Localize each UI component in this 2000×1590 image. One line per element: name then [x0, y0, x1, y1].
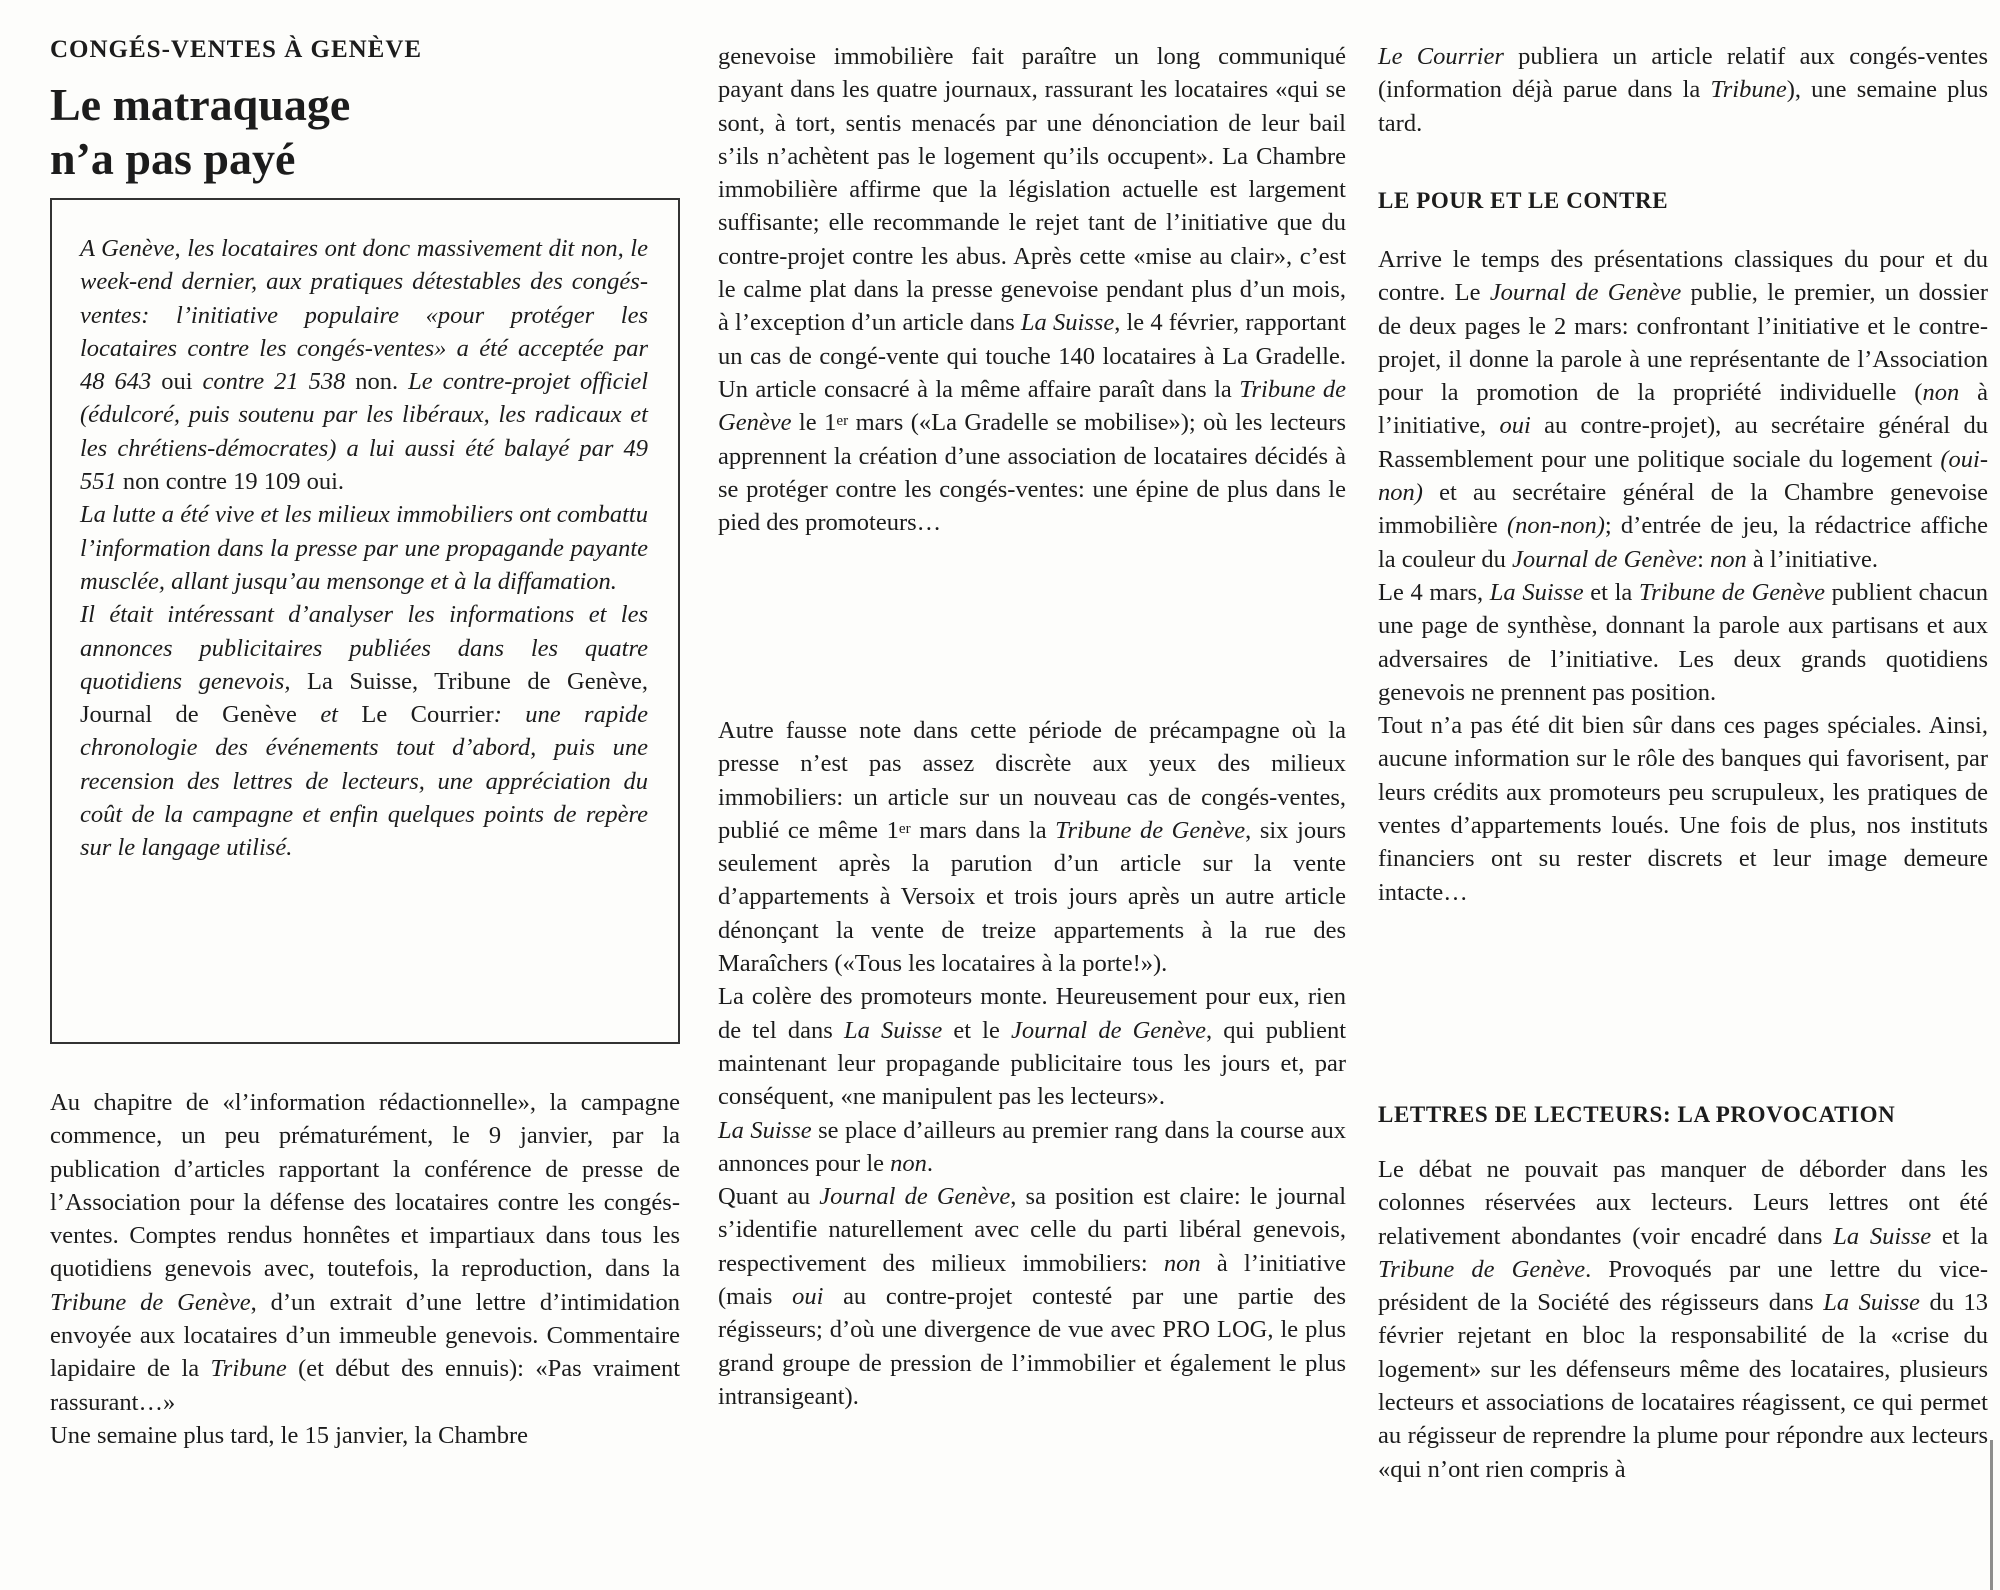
- body-paragraph: La colère des promoteurs monte. Heureusement pour eux, rien de tel dans La Suisse et le Journal de Genève, qui publient maintenant leur propagande publicitaire tous les jours et, par conséquent, «ne manipulent pas les lecteurs».: [718, 983, 1347, 1111]
- article-kicker: CONGÉS-VENTES À GENÈVE: [50, 36, 423, 63]
- intro-paragraph: La lutte a été vive et les milieux immobiliers ont combattu l’information dans la presse par une propagande payante musclée, allant jusqu’au mensonge et à la diffamation.: [80, 501, 648, 595]
- body-paragraph: Tout n’a pas été dit bien sûr dans ces pages spéciales. Ainsi, aucune information sur le rôle des banques qui favorisent, par leurs crédits aux promoteurs peu scrupuleux, les pratiques de ventes d’appartements loués. Une fois de plus, nos instituts financiers ont su rester discrets et leur image demeure intacte…: [1378, 712, 1988, 906]
- intro-box: [50, 198, 680, 1044]
- column-right-body-top: [1378, 40, 1988, 140]
- intro-paragraph: A Genève, les locataires ont donc massivement dit non, le week-end dernier, aux pratiques détestables des congés-ventes: l’initiative populaire «pour protéger les locataires contre les congés-ventes» a été acceptée par 48 643 oui contre 21 538 non. Le contre-projet officiel (édulcoré, puis soutenu par les libéraux, les radicaux et les chrétiens-démocrates) a lui aussi été balayé par 49 551 non contre 19 109 oui.: [80, 235, 649, 496]
- column-right-body-bottom: [1378, 1153, 1988, 1486]
- column-middle-body-bottom: [718, 714, 1346, 1413]
- intro-paragraph: Il était intéressant d’analyser les informations et les annonces publicitaires publiées dans les quatre quotidiens genevois, La Suisse, Tribune de Genève, Journal de Genève et Le Courrier: une rapide chronologie des événements tout d’abord, puis une recension des lettres de lecteurs, une appréciation du coût de la campagne et enfin quelques points de repère sur le langage utilisé.: [80, 601, 649, 862]
- body-paragraph: Quant au Journal de Genève, sa position est claire: le journal s’identifie naturellement avec celle du parti libéral genevois, respectivement des milieux immobiliers: non à l’initiative (mais oui au contre-projet contesté par une partie des régisseurs; d’où une divergence de vue avec PRO LOG, le plus grand groupe de pression de l’immobilier et également le plus intransigeant).: [718, 1183, 1347, 1410]
- column-middle-body-top: [718, 40, 1346, 539]
- body-paragraph: Le débat ne pouvait pas manquer de déborder dans les colonnes réservées aux lecteurs. Leurs lettres ont été relativement abondantes (voir encadré dans La Suisse et la Tribune de Genève. Provoqués par une lettre du vice-président de la Société des régisseurs dans La Suisse du 13 février rejetant en bloc la responsabilité de la «crise du logement» sur les défenseurs même des locataires, plusieurs lecteurs et associations de locataires réagissent, ce qui permet au régisseur de reprendre la plume pour répondre aux lecteurs «qui n’ont rien compris à: [1378, 1156, 1989, 1483]
- body-paragraph: Une semaine plus tard, le 15 janvier, la Chambre: [50, 1421, 528, 1449]
- section-heading-pour-contre: LE POUR ET LE CONTRE: [1378, 188, 1669, 213]
- article-title: [50, 78, 350, 186]
- body-paragraph: Le Courrier publiera un article relatif aux congés-ventes (information déjà parue dans la Tribune), une semaine plus tard.: [1378, 43, 1988, 137]
- title-line-2: n’a pas payé: [50, 133, 296, 184]
- body-paragraph: Au chapitre de «l’information rédactionnelle», la campagne commence, un peu prématurément, le 9 janvier, par la publication d’articles rapportant la conférence de presse de l’Association pour la défense des locataires contre les congés-ventes. Comptes rendus honnêtes et impartiaux dans tous les quotidiens genevois avec, toutefois, la reproduction, dans la Tribune de Genève, d’un extrait d’une lettre d’intimidation envoyée aux locataires d’un immeuble genevois. Commentaire lapidaire de la Tribune (et début des ennuis): «Pas vraiment rassurant…»: [50, 1089, 681, 1416]
- body-paragraph: Le 4 mars, La Suisse et la Tribune de Genève publient chacun une page de synthèse, donnant la parole aux partisans et aux adversaires de l’initiative. Les deux grands quotidiens genevois ne prennent pas position.: [1378, 578, 1988, 706]
- column-right-body-middle: [1378, 243, 1988, 909]
- body-paragraph: La Suisse se place d’ailleurs au premier rang dans la course aux annonces pour le non.: [718, 1116, 1346, 1177]
- title-line-1: Le matraquage: [50, 79, 351, 130]
- body-paragraph: Autre fausse note dans cette période de précampagne où la presse n’est pas assez discrète aux yeux des milieux immobiliers: un article sur un nouveau cas de congés-ventes, publié ce même 1er mars dans la Tribune de Genève, six jours seulement après la parution d’un article sur la vente d’appartements à Versoix et trois jours après un autre article dénonçant la vente de treize appartements à la rue des Maraîchers («Tous les locataires à la porte!»).: [718, 717, 1347, 978]
- section-heading-lettres-lecteurs: LETTRES DE LECTEURS: LA PROVOCATION: [1378, 1102, 1896, 1127]
- body-paragraph: genevoise immobilière fait paraître un long communiqué payant dans les quatre journaux, rassurant les locataires «qui se sont, à tort, sentis menacés par une dénonciation de leur bail s’ils n’achètent pas le logement qu’ils occupent». La Chambre immobilière affirme que la législation actuelle est largement suffisante; elle recommande le rejet tant de l’initiative que du contre-projet contre les abus. Après cette «mise au clair», c’est le calme plat dans la presse genevoise pendant plus d’un mois, à l’exception d’un article dans La Suisse, le 4 février, rapportant un cas de congé-vente qui touche 140 locataires à La Gradelle. Un article consacré à la même affaire paraît dans la Tribune de Genève le 1er mars («La Gradelle se mobilise»); où les lecteurs apprennent la création d’une association de locataires décidés à se protéger contre les congés-ventes: une épine de plus dans le pied des promoteurs…: [718, 43, 1347, 537]
- body-paragraph: Arrive le temps des présentations classiques du pour et du contre. Le Journal de Genève publie, le premier, un dossier de deux pages le 2 mars: confrontant l’initiative et le contre-projet, il donne la parole à une représentante de l’Association pour la promotion de la propriété individuelle (non à l’initiative, oui au contre-projet), au secrétaire général du Rassemblement pour une politique sociale du logement (oui-non) et au secrétaire général de la Chambre genevoise immobilière (non-non); d’entrée de jeu, la rédactrice affiche la couleur du Journal de Genève: non à l’initiative.: [1378, 246, 1989, 573]
- column-left-body: [50, 1086, 680, 1452]
- page-edge-shadow: [1990, 1440, 1993, 1590]
